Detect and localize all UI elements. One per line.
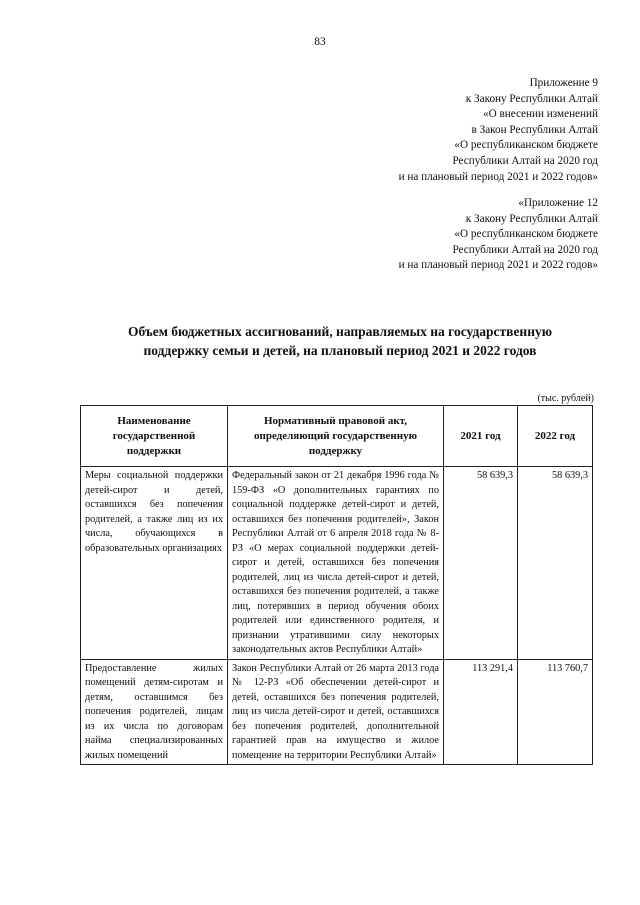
cell-amount-2021: 113 291,4 (444, 659, 518, 765)
appendix-line: Республики Алтай на 2020 год (452, 154, 598, 167)
appendix-line: «Приложение 12 (518, 197, 598, 209)
appendix-line: к Закону Республики Алтай (465, 92, 598, 105)
appendix-line: к Закону Республики Алтай (465, 212, 598, 225)
appendix-line: в Закон Республики Алтай (471, 123, 598, 136)
title-line: поддержку семьи и детей, на плановый период 2021 и 2022 годов (143, 343, 537, 358)
appendix-9-header (399, 76, 598, 185)
appendix-line: «О внесении изменений (482, 108, 598, 121)
table-header-row (81, 406, 593, 467)
header-support-name: Наименование государственной поддержки (81, 406, 228, 467)
header-year-2021: 2021 год (444, 406, 518, 467)
appendix-line: и на плановый период 2021 и 2022 годов» (398, 170, 598, 183)
appendix-line: «О республиканском бюджете (454, 228, 598, 241)
budget-table (80, 405, 593, 765)
appendix-line: «О республиканском бюджете (454, 139, 598, 152)
appendix-12-header (399, 196, 598, 274)
table-row (81, 659, 593, 765)
cell-support-name: Меры социальной поддержки детей-сирот и детей, оставшихся без попечения родителей, а также лиц из их числа, обучающихся в образовательных организациях (81, 467, 228, 660)
cell-amount-2021: 58 639,3 (444, 467, 518, 660)
cell-amount-2022: 113 760,7 (518, 659, 593, 765)
units-label: (тыс. рублей) (537, 393, 594, 404)
page-number: 83 (314, 36, 326, 48)
cell-amount-2022: 58 639,3 (518, 467, 593, 660)
title-line: Объем бюджетных ассигнований, направляемых на государственную (127, 324, 553, 339)
document-title (60, 322, 620, 360)
cell-legal-act: Закон Республики Алтай от 26 марта 2013 года № 12-РЗ «Об обеспечении детей-сирот и детей, оставшихся без попечения родителей, лиц из числа детей-сирот и детей, оставшихся без попечения родителей, дополнительной гарантией прав на имущество и жилое помещение на территории Республики Алтай» (228, 659, 444, 765)
cell-support-name: Предоставление жилых помещений детям-сиротам и детям, оставшимся без попечения родителей, лицам из их числа по договорам найма специализированных жилых помещений (81, 659, 228, 765)
table-row (81, 467, 593, 660)
appendix-line: Приложение 9 (529, 77, 598, 89)
header-year-2022: 2022 год (518, 406, 593, 467)
cell-legal-act: Федеральный закон от 21 декабря 1996 года № 159-ФЗ «О дополнительных гарантиях по социальной поддержке детей-сирот и детей, оставшихся без попечения родителей», Закон Республики Алтай от 6 апреля 2018 года № 8-РЗ «О мерах социальной поддержки детей-сирот и детей, оставшихся без попечения родителей, лиц из числа детей-сирот и детей, оставшихся без попечения родителей, а также лиц, потерявших в период обучения обоих родителей или единственного родителя, и признании утратившими силу некоторых законодательных актов Республики Алтай» (228, 467, 444, 660)
appendix-line: Республики Алтай на 2020 год (452, 243, 598, 256)
header-legal-act: Нормативный правовой акт, определяющий государственную поддержку (228, 406, 444, 467)
appendix-line: и на плановый период 2021 и 2022 годов» (398, 259, 598, 272)
